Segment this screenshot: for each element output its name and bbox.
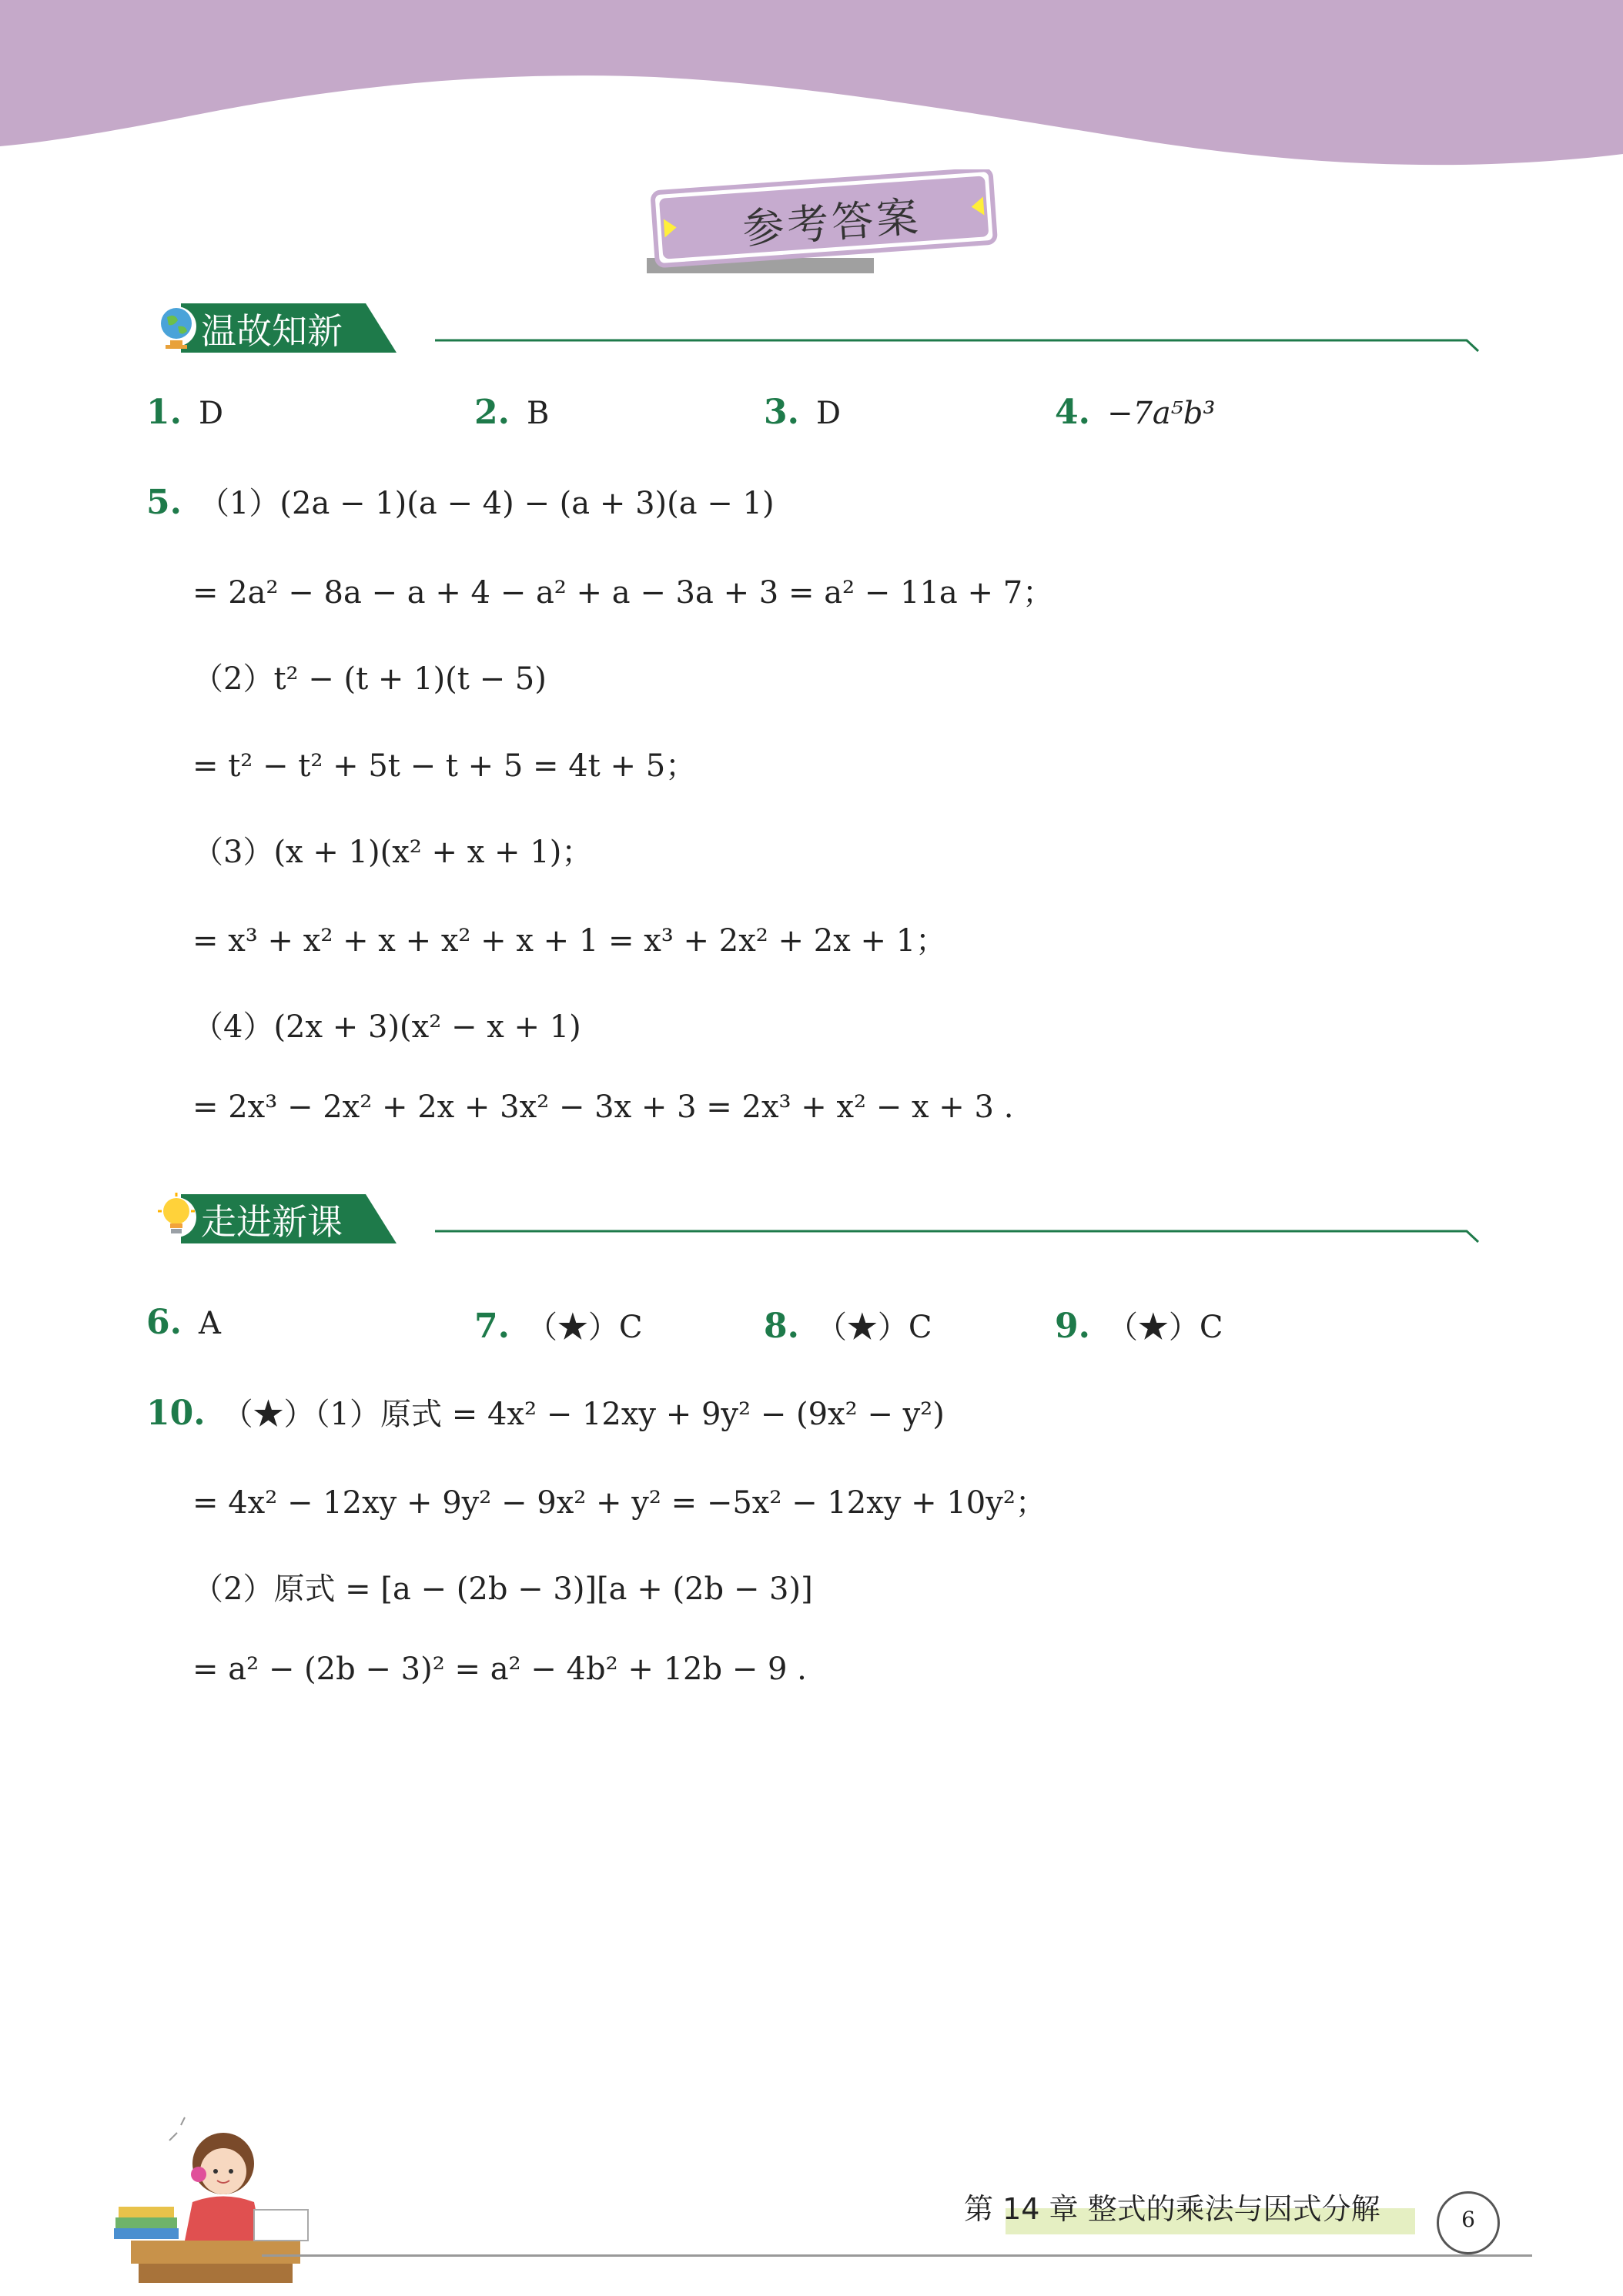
solution-line: （1）(2a − 1)(a − 4) − (a + 3)(a − 1) xyxy=(198,486,775,521)
question-number: 6. xyxy=(146,1303,182,1342)
solution-line: （2）t² − (t + 1)(t − 5) xyxy=(192,661,547,697)
globe-icon xyxy=(155,303,198,351)
answer-9 xyxy=(1055,1303,1223,1347)
answer-3 xyxy=(764,393,841,432)
solution-line: = x³ + x² + x + x² + x + 1 = x³ + 2x² + 2x + 1； xyxy=(192,923,947,959)
answer-text: B xyxy=(526,396,550,431)
section-header-new xyxy=(150,1190,1482,1243)
section-rule xyxy=(435,330,1482,353)
question-number: 2. xyxy=(474,393,510,432)
question-number: 9. xyxy=(1055,1307,1090,1346)
answer-text: −7a⁵b³ xyxy=(1106,396,1216,431)
section-header-review xyxy=(150,299,1482,353)
solution-line: = 2a² − 8a − a + 4 − a² + a − 3a + 3 = a² − 11a + 7； xyxy=(192,575,1054,611)
question-number: 7. xyxy=(474,1307,510,1346)
solution-line: （★）（1）原式 = 4x² − 12xy + 9y² − (9x² − y²) xyxy=(222,1397,945,1432)
answer-text: （★）C xyxy=(815,1310,932,1345)
answer-text: D xyxy=(198,396,224,431)
section-title: 温故知新 xyxy=(201,310,343,352)
answer-1 xyxy=(146,393,223,432)
lightbulb-icon xyxy=(155,1193,198,1242)
solution-line: （4）(2x + 3)(x² − x + 1) xyxy=(192,1009,581,1045)
top-wave-decoration xyxy=(0,0,1623,177)
student-reading-illustration xyxy=(108,2110,316,2287)
question-number: 3. xyxy=(764,393,799,432)
answer-text: D xyxy=(815,396,842,431)
answer-8 xyxy=(764,1303,932,1347)
solution-line: （2）原式 = [a − (2b − 3)][a + (2b − 3)] xyxy=(192,1571,813,1607)
answer-text: （★）C xyxy=(1106,1310,1223,1345)
question-number: 5. xyxy=(146,483,182,522)
question-number: 10. xyxy=(146,1394,206,1433)
footer-rule xyxy=(262,2254,1532,2257)
answer-6 xyxy=(146,1303,221,1342)
answer-text: A xyxy=(198,1306,221,1341)
answer-10 xyxy=(146,1390,945,1434)
question-number: 8. xyxy=(764,1307,799,1346)
question-number: 1. xyxy=(146,393,182,432)
answer-5 xyxy=(146,479,775,523)
solution-line: （3）(x + 1)(x² + x + 1)； xyxy=(192,835,593,870)
solution-line: = a² − (2b − 3)² = a² − 4b² + 12b − 9 . xyxy=(192,1652,807,1687)
solution-line: = t² − t² + 5t − t + 5 = 4t + 5； xyxy=(192,748,697,784)
solution-line: = 2x³ − 2x² + 2x + 3x² − 3x + 3 = 2x³ + x² − x + 3 . xyxy=(192,1089,1014,1125)
answer-4 xyxy=(1055,393,1215,432)
section-rule xyxy=(435,1220,1482,1243)
page-title: 参考答案 xyxy=(741,192,923,254)
page-number: 6 xyxy=(1461,2207,1475,2232)
chapter-title: 第 14 章 整式的乘法与因式分解 xyxy=(964,2192,1380,2226)
answer-7 xyxy=(474,1303,643,1347)
solution-line: = 4x² − 12xy + 9y² − 9x² + y² = −5x² − 12xy + 10y²； xyxy=(192,1485,1046,1521)
section-title: 走进新课 xyxy=(201,1201,343,1243)
question-number: 4. xyxy=(1055,393,1090,432)
answer-text: （★）C xyxy=(526,1310,643,1345)
answer-2 xyxy=(474,393,549,432)
